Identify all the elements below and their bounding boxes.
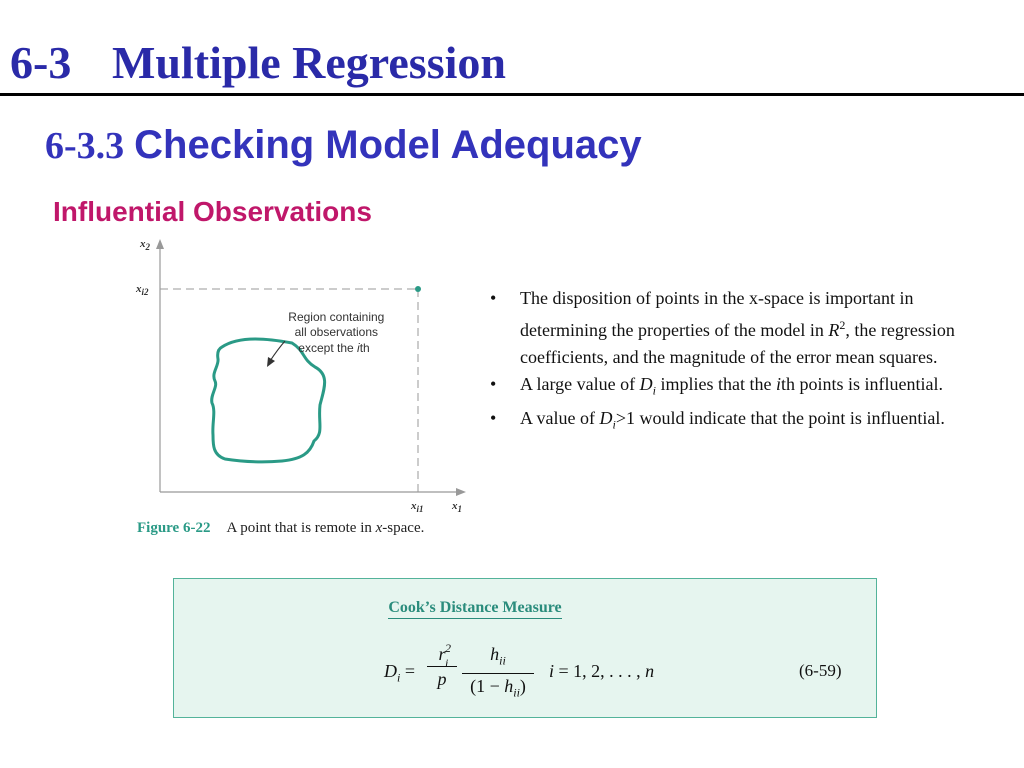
figure-diagram bbox=[130, 235, 475, 545]
cooks-distance-formula bbox=[384, 642, 534, 702]
y-axis-label: $x_2$ bbox=[140, 238, 150, 252]
x-i1-label: $x_{i1}$ bbox=[411, 500, 424, 514]
bullet-item-large-di: • A large value of $D_i$ implies that the ith points is influential. bbox=[490, 374, 943, 398]
figure-caption bbox=[137, 520, 424, 537]
y-axis-arrow bbox=[156, 239, 164, 249]
figure-remote-point bbox=[130, 235, 475, 545]
subsection-number: 6-3.3 bbox=[45, 125, 125, 167]
title-divider bbox=[0, 93, 1024, 96]
formula-title: Cook’s Distance Measure bbox=[174, 599, 876, 617]
formula-lhs: $D_i$ = bbox=[384, 661, 415, 685]
subsection-text: Checking Model Adequacy bbox=[134, 123, 642, 167]
region-pointer-line bbox=[270, 341, 285, 361]
x-axis-label: $x_1$ bbox=[452, 500, 462, 514]
section-title: Multiple Regression bbox=[112, 37, 506, 88]
subsection-title bbox=[45, 125, 642, 165]
bullet-item-di-threshold: • A value of $D_i>1$ would indicate that the point is influential. bbox=[490, 407, 945, 432]
x-i2-label: $x_{i2}$ bbox=[136, 283, 149, 297]
region-pointer-arrowhead bbox=[267, 357, 275, 367]
slide-title bbox=[10, 37, 506, 88]
topic-heading: Influential Observations bbox=[53, 196, 372, 227]
equation-number: (6-59) bbox=[799, 661, 842, 680]
fraction-r-over-p: r 2 i p bbox=[427, 642, 457, 691]
formula-index-range: i = 1, 2, . . . , n bbox=[549, 661, 655, 681]
remote-point bbox=[415, 286, 421, 292]
bullet-list bbox=[487, 285, 977, 438]
x-axis-arrow bbox=[456, 488, 466, 496]
figure-number: Figure 6-22 bbox=[137, 520, 211, 536]
region-label: Region containing all observations except the ith bbox=[288, 310, 385, 355]
bullet-item-disposition: • The disposition of points in the x-space is important in determining the properties of the model in $R^2$, the regression coefficients, and the magnitude of the error mean squares. bbox=[490, 288, 955, 367]
section-number: 6-3 bbox=[10, 37, 72, 88]
cooks-distance-box bbox=[173, 578, 877, 718]
fraction-h-over-1-minus-h: $h_{ii}$ $(1 - h_{ii})$ bbox=[462, 642, 534, 704]
figure-caption-text: A point that is remote in x-space. bbox=[226, 520, 425, 536]
